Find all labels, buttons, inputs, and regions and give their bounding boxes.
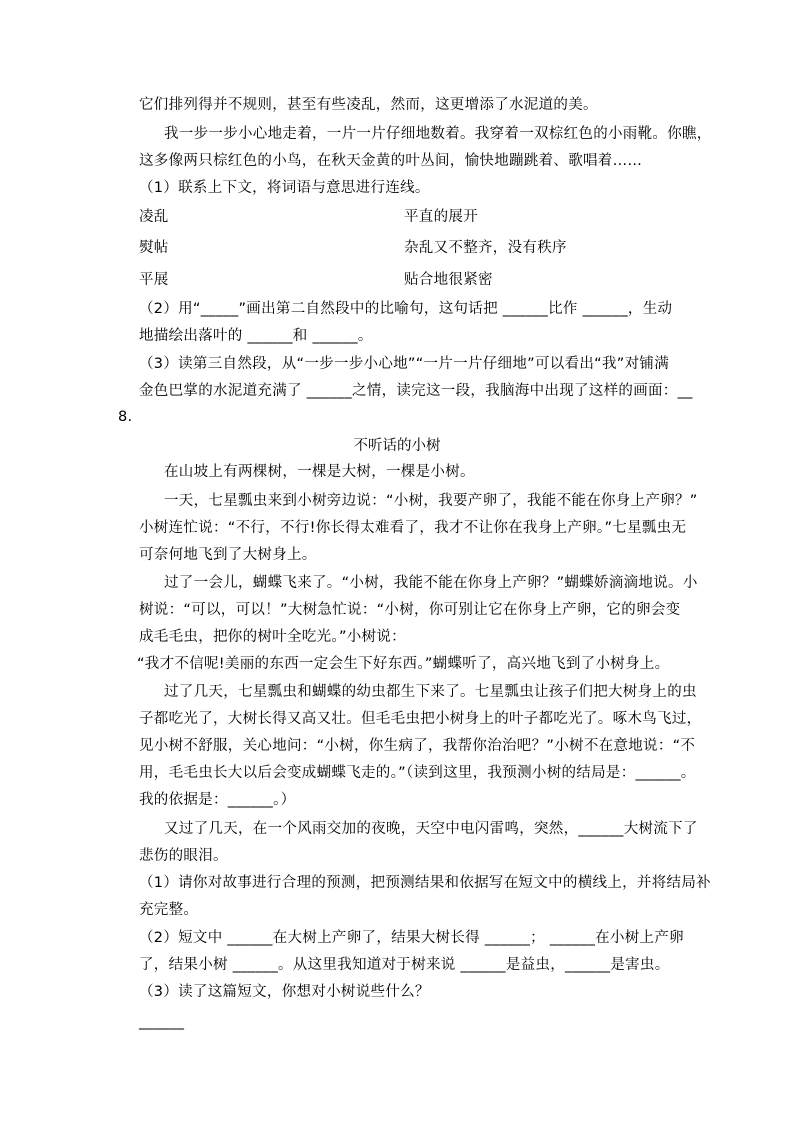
story-line: 一天，七星瓢虫来到小树旁边说：“小树，我要产卵了，我能不能在你身上产卵？” <box>164 493 698 509</box>
story-line: 用，毛毛虫长大以后会变成蝴蝶飞走的。”（读到这里，我预测小树的结局是：______。 <box>139 765 696 781</box>
question-3-line-1: （3）读第三自然段，从“一步一步小心地”“一片一片仔细地”可以看出“我”对铺满 <box>139 356 669 372</box>
story-line: 树说：“可以，可以！”大树急忙说：“小树，你可别让它在你身上产卵，它的卵会变 <box>139 602 681 618</box>
match-word-2: 熨帖 <box>139 240 169 256</box>
match-word-3: 平展 <box>139 272 169 288</box>
story-title: 不听话的小树 <box>353 438 441 454</box>
story-question-1-line-2: 充完整。 <box>139 902 199 918</box>
match-meaning-3: 贴合地很紧密 <box>404 272 493 288</box>
story-question-1-line-1: （1）请你对故事进行合理的预测，把预测结果和依据写在短文中的横线上，并将结局补 <box>139 875 711 891</box>
question-2-line-2: 地描绘出落叶的 ______和 ______。 <box>139 328 373 344</box>
story-line: 小树连忙说：“不行，不行!你长得太难看了，我才不让你在我身上产卵。”七星瓢虫无 <box>139 520 687 536</box>
section-number: 8. <box>118 409 133 425</box>
question-3-line-2: 金色巴掌的水泥道充满了 ______之情，读完这一段，我脑海中出现了这样的画面：__ <box>139 383 693 399</box>
match-word-1: 凌乱 <box>139 209 169 225</box>
question-2-line-1: （2）用“_____”画出第二自然段中的比喻句，这句话把 ______比作 ______，生动 <box>139 301 673 317</box>
paragraph3-line-1: 我一步一步小心地走着，一片一片仔细地数着。我穿着一双棕红色的小雨靴。你瞧， <box>164 126 712 142</box>
story-line: 子都吃光了，大树长得又高又壮。但毛毛虫把小树身上的叶子都吃光了。啄木鸟飞过， <box>139 711 702 727</box>
story-line: 见小树不舒服，关心地问：“小树，你生病了，我帮你治治吧？”小树不在意地说：“不 <box>139 738 696 754</box>
story-line: 又过了几天，在一个风雨交加的夜晚，天空中电闪雷鸣，突然，______大树流下了 <box>164 821 698 837</box>
story-line: 成毛毛虫，把你的树叶全吃光。”小树说： <box>139 629 406 645</box>
story-question-2-line-1: （2）短文中 ______在大树上产卵了，结果大树长得 ______； ______在小树上产卵 <box>139 930 684 946</box>
story-line: 可奈何地飞到了大树身上。 <box>139 547 317 563</box>
story-line: 悲伤的眼泪。 <box>139 848 228 864</box>
story-question-3: （3）读了这篇短文，你想对小树说些什么？ <box>139 984 430 1000</box>
match-meaning-2: 杂乱又不整齐，没有秩序 <box>404 240 567 256</box>
story-line: “我才不信呢!美丽的东西一定会生下好东西。”蝴蝶听了，高兴地飞到了小树身上。 <box>137 656 670 672</box>
story-question-2-line-2: 了，结果小树 ______。从这里我知道对于树来说 ______是益虫，______是害虫。 <box>139 957 670 973</box>
question-1-prompt: （1）联系上下文，将词语与意思进行连线。 <box>139 180 430 196</box>
story-line: 过了几天，七星瓢虫和蝴蝶的幼虫都生下来了。七星瓢虫让孩子们把大树身上的虫 <box>164 684 697 700</box>
passage-continuation-line: 它们排列得并不规则，甚至有些凌乱，然而，这更增添了水泥道的美。 <box>139 97 598 113</box>
answer-blank: ______ <box>139 1014 185 1030</box>
paragraph3-line-2: 这多像两只棕红色的小鸟，在秋天金黄的叶丛间，愉快地蹦跳着、歌唱着…… <box>139 153 643 169</box>
story-line: 过了一会儿，蝴蝶飞来了。“小树，我能不能在你身上产卵？”蝴蝶娇滴滴地说。小 <box>164 575 698 591</box>
story-line: 在山坡上有两棵树，一棵是大树，一棵是小树。 <box>164 464 475 480</box>
match-meaning-1: 平直的展开 <box>404 209 478 225</box>
story-line: 我的依据是：______。） <box>139 792 296 808</box>
